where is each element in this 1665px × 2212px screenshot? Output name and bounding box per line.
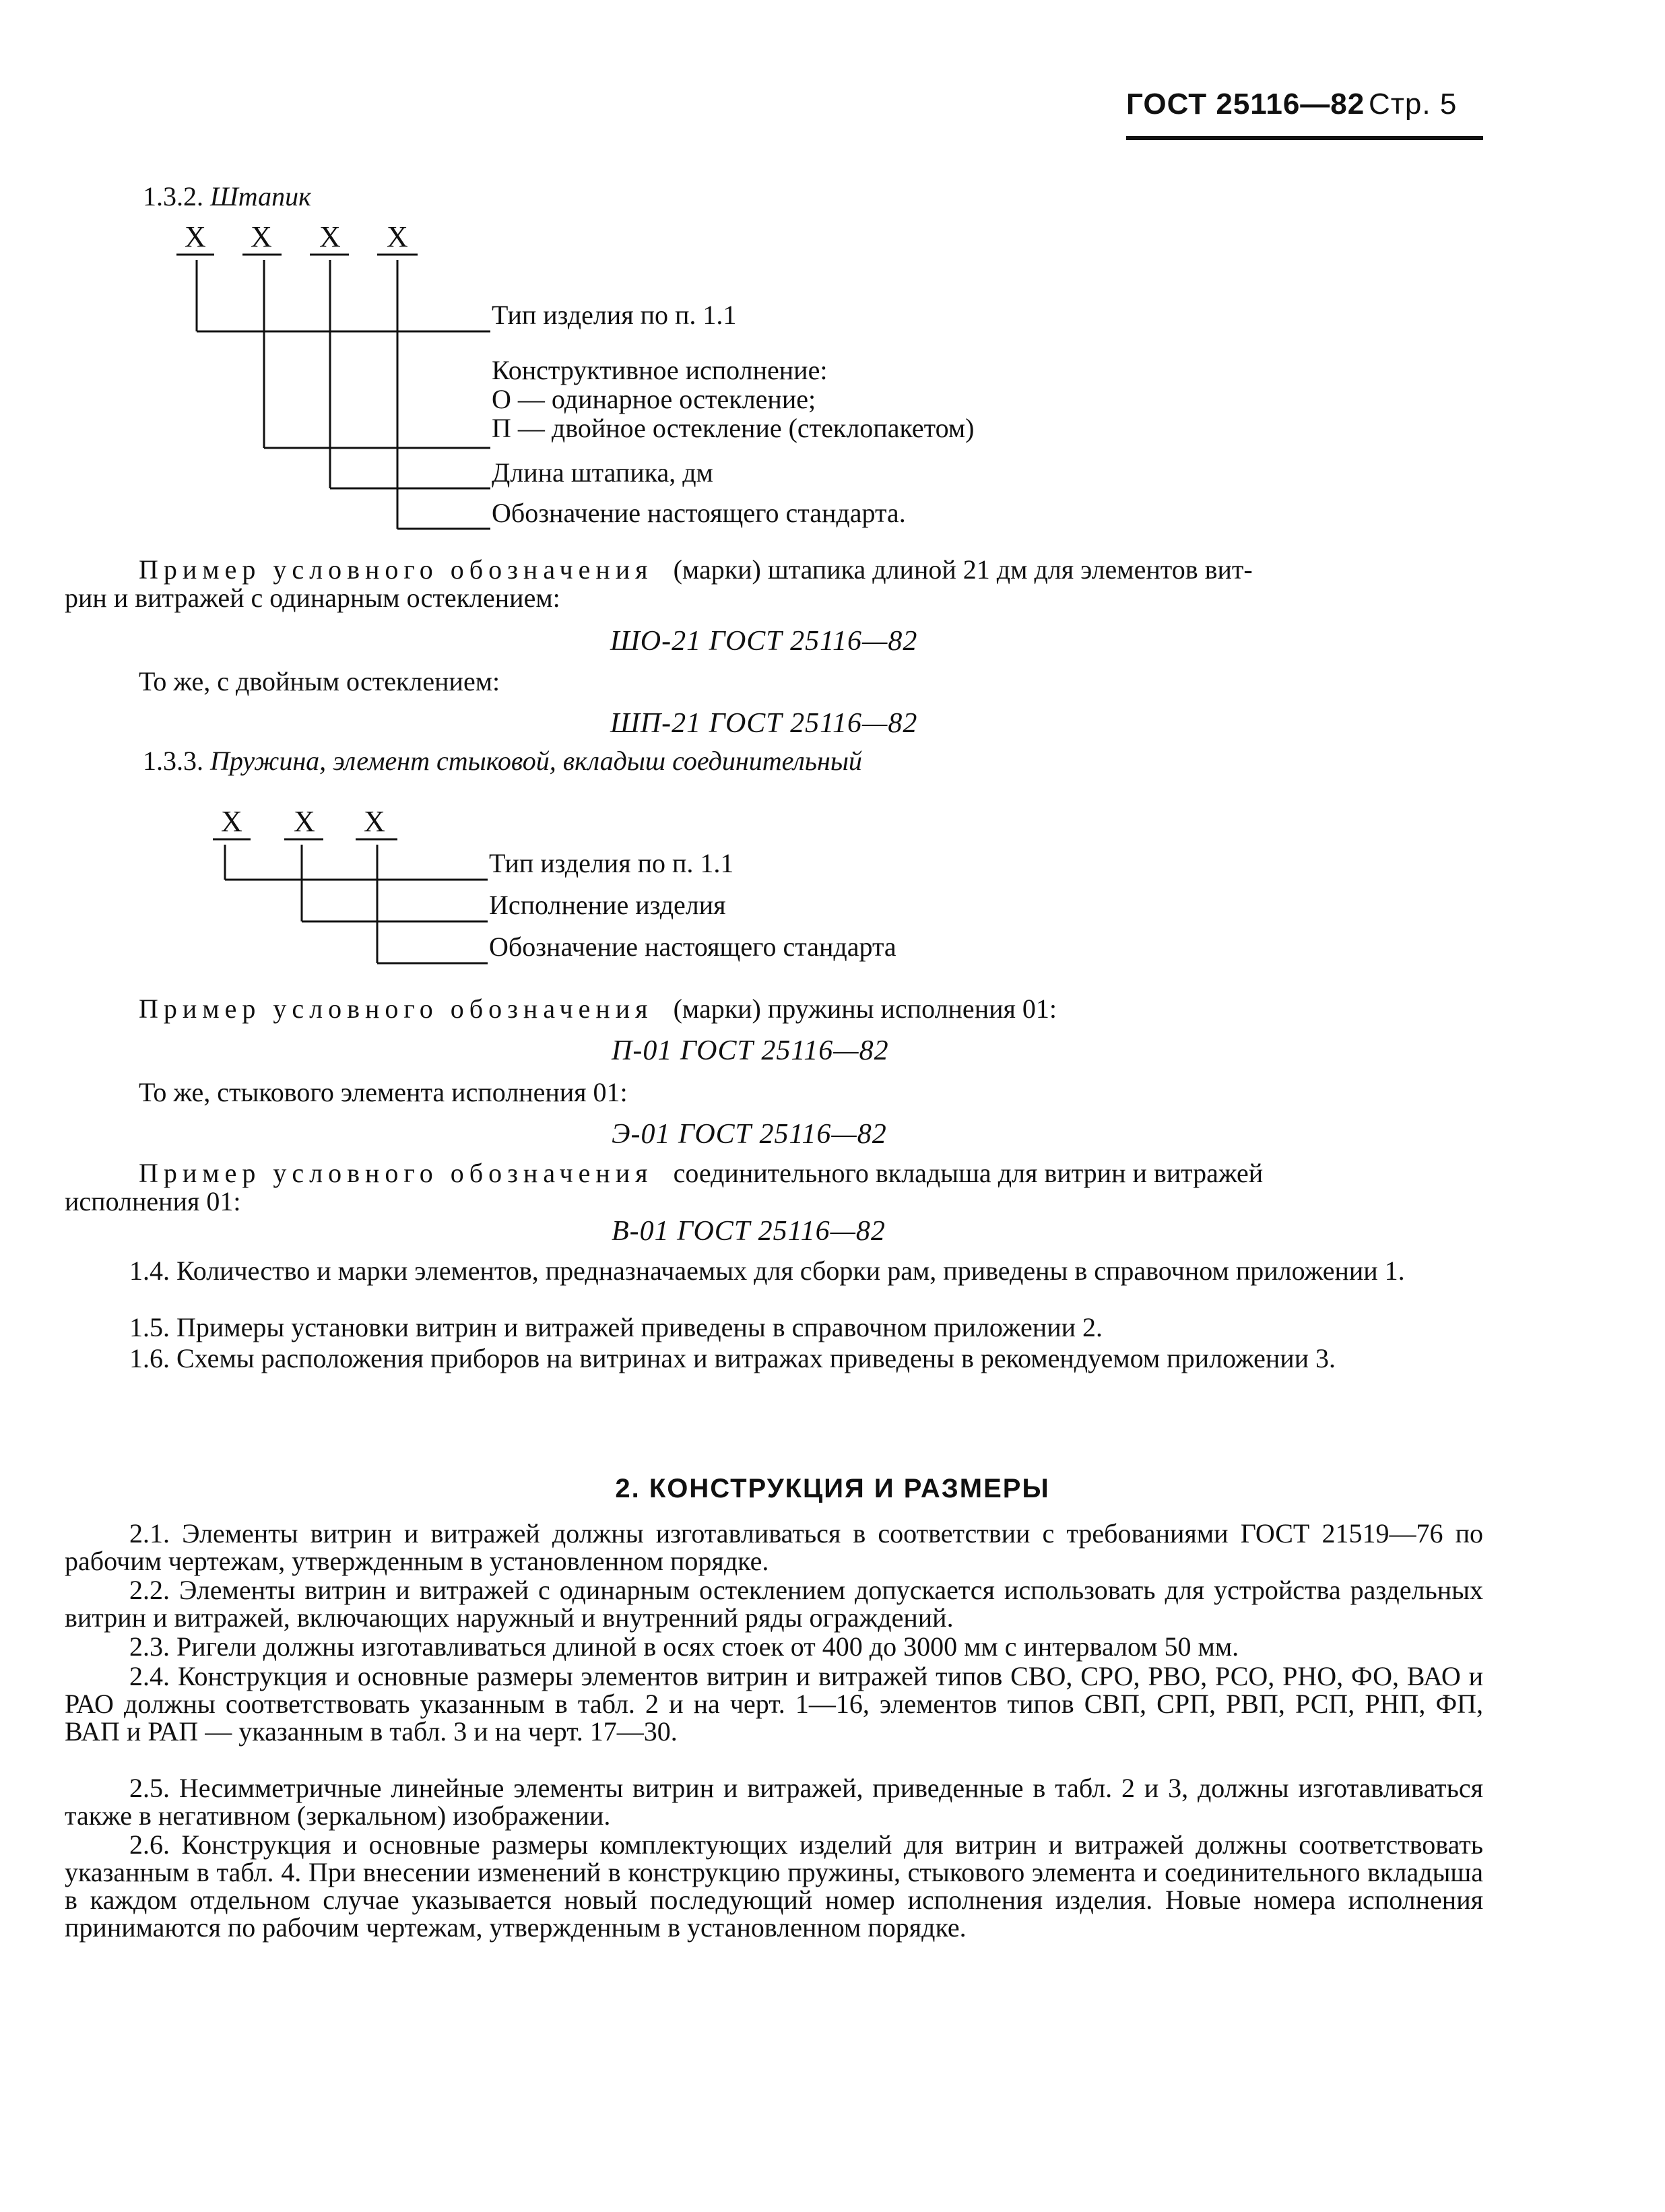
designation-formula-double: ШП-21 ГОСТ 25116—82: [610, 708, 918, 739]
label-product-type-2: Тип изделия по п. 1.1: [489, 848, 734, 878]
section-number: 1.3.3.: [143, 746, 203, 776]
example-designation-line-2: рин и витражей с одинарным остеклением:: [65, 583, 560, 613]
designation-formula-insert: В-01 ГОСТ 25116—82: [612, 1216, 886, 1247]
x-mark-1: X: [185, 220, 206, 253]
example-text: (марки) штапика длиной 21 дм для элементов вит-: [673, 554, 1253, 585]
label-standard-designation-2: Обозначение настоящего стандарта: [489, 932, 896, 962]
section-number: 1.3.2.: [143, 181, 203, 212]
example-spring-line: [139, 994, 1057, 1024]
paragraph-2-6: 2.6. Конструкция и основные размеры комплектующих изделий для витрин и витражей должны соответствовать указанным в табл. 4. При внесении изменений в конструкцию пружины, стыкового элемента и соединительного вкладыша в каждом отдельном случае указывается новый последующий номер исполнения изделия. Новые номера исполнения принимаются по рабочим чертежам, утвержденным в установленном порядке.: [65, 1829, 1483, 1943]
label-design-version: Конструктивное исполнение:: [492, 355, 828, 385]
x-mark-2: X: [294, 805, 315, 838]
example-text: (марки) пружины исполнения 01:: [673, 994, 1057, 1024]
paragraph-2-1: 2.1. Элементы витрин и витражей должны изготавливаться в соответствии с требованиями ГОСТ 21519—76 по рабочим чертежам, утвержденным в установленном порядке.: [65, 1518, 1483, 1576]
x-mark-2: X: [251, 220, 272, 253]
page-number: Стр. 5: [1369, 88, 1458, 121]
designation-formula-single: ШО-21 ГОСТ 25116—82: [610, 626, 918, 657]
section-title: Штапик: [210, 181, 311, 212]
designation-formula-joint: Э-01 ГОСТ 25116—82: [612, 1119, 887, 1150]
example-designation-line: [139, 555, 1253, 585]
example-lead: Пример условного обозначения: [139, 554, 653, 585]
paragraph-2-3: 2.3. Ригели должны изготавливаться длиной в осях стоек от 400 до 3000 мм с интервалом 50 мм.: [129, 1631, 1239, 1662]
same-double-glazing: То же, с двойным остеклением:: [139, 666, 500, 696]
section-1-3-3-heading: [143, 746, 862, 776]
designation-formula-spring: П-01 ГОСТ 25116—82: [612, 1035, 889, 1066]
label-product-type: Тип изделия по п. 1.1: [492, 300, 737, 330]
section-title: Пружина, элемент стыковой, вкладыш соединительный: [210, 746, 862, 776]
label-double-glazing: П — двойное остекление (стеклопакетом): [492, 413, 975, 443]
page-header: [1126, 88, 1483, 140]
section-2-title: 2. КОНСТРУКЦИЯ И РАЗМЕРЫ: [615, 1474, 1050, 1503]
section-1-3-2-heading: [143, 182, 311, 212]
same-joint-element: То же, стыкового элемента исполнения 01:: [139, 1077, 628, 1107]
label-standard-designation: Обозначение настоящего стандарта.: [492, 498, 906, 528]
label-bead-length: Длина штапика, дм: [492, 457, 713, 488]
x-mark-4: X: [387, 220, 408, 253]
example-lead: Пример условного обозначения: [139, 994, 653, 1024]
paragraph-2-5: 2.5. Несимметричные линейные элементы витрин и витражей, приведенные в табл. 2 и 3, должны изготавливаться также в негативном (зеркальном) изображении.: [65, 1773, 1483, 1831]
x-mark-3: X: [364, 805, 385, 838]
paragraph-1-6: 1.6. Схемы расположения приборов на витринах и витражах приведены в рекомендуемом приложении 3.: [129, 1343, 1336, 1373]
example-text: соединительного вкладыша для витрин и витражей: [673, 1158, 1264, 1188]
example-lead: Пример условного обозначения: [139, 1158, 653, 1188]
example-insert-line-2: исполнения 01:: [65, 1186, 241, 1216]
standard-code: ГОСТ 25116—82: [1126, 88, 1365, 121]
label-product-version: Исполнение изделия: [489, 890, 726, 920]
paragraph-2-4: 2.4. Конструкция и основные размеры элементов витрин и витражей типов СВО, СРО, РВО, РСО, РНО, ФО, ВАО и РАО должны соответствовать указанным в табл. 2 и на черт. 1—16, элементов типов СВП, СРП, РВП, РСП, РНП, ФП, ВАП и РАП — указанным в табл. 3 и на черт. 17—30.: [65, 1661, 1483, 1747]
paragraph-2-2: 2.2. Элементы витрин и витражей с одинарным остеклением допускается использовать для устройства раздельных витрин и витражей, включающих наружный и внутренний ряды ограждений.: [65, 1575, 1483, 1633]
paragraph-1-5: 1.5. Примеры установки витрин и витражей приведены в справочном приложении 2.: [129, 1312, 1103, 1342]
example-insert-line: [139, 1159, 1263, 1188]
x-mark-3: X: [319, 220, 341, 253]
paragraph-1-4: 1.4. Количество и марки элементов, предназначаемых для сборки рам, приведены в справочном приложении 1.: [129, 1256, 1405, 1286]
label-single-glazing: О — одинарное остекление;: [492, 384, 816, 414]
x-mark-1: X: [221, 805, 242, 838]
